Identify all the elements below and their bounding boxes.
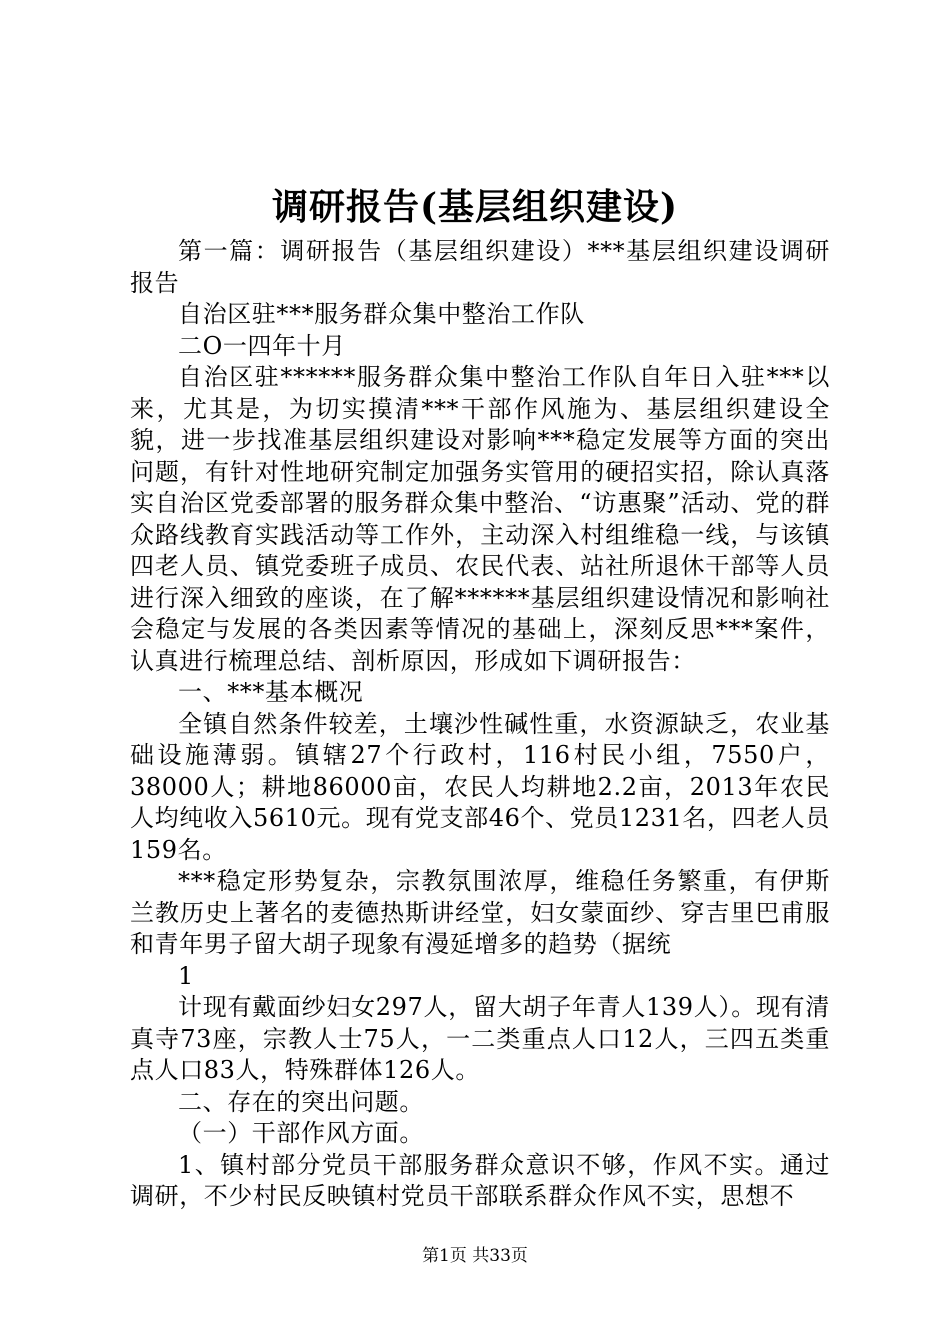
paragraph-problem-1: 1、镇村部分党员干部服务群众意识不够，作风不实。通过调研，不少村民反映镇村党员干部联系群众作风不实，思想不 (130, 1150, 830, 1210)
paragraph-introduction: 自治区驻******服务群众集中整治工作队自年日入驻***以来，尤其是，为切实摸清***干部作风施为、基层组织建设全貌，进一步找准基层组织建设对影响***稳定发展等方面的突出问题，有针对性地研究制定加强务实管用的硬招实招，除认真落实自治区党委部署的服务群众集中整治、“访惠聚”活动、党的群众路线教育实践活动等工作外，主动深入村组维稳一线，与该镇四老人员、镇党委班子成员、农民代表、站社所退休干部等人员进行深入细致的座谈，在了解******基层组织建设情况和影响社会稳定与发展的各类因素等情况的基础上，深刻反思***案件，认真进行梳理总结、剖析原因，形成如下调研报告： (130, 363, 830, 675)
paragraph-stability-situation: ***稳定形势复杂，宗教氛围浓厚，维稳任务繁重，有伊斯兰教历史上著名的麦德热斯讲经堂，妇女蒙面纱、穿吉里巴甫服和青年男子留大胡子现象有漫延增多的趋势（据统 (130, 867, 830, 958)
section-heading-problems: 二、存在的突出问题。 (178, 1087, 424, 1116)
paragraph-statistics-continued: 计现有戴面纱妇女297人，留大胡子年青人139人）。现有清真寺73座，宗教人士75人，一二类重点人口12人，三四五类重点人口83人，特殊群体126人。 (130, 993, 830, 1084)
document-body (130, 236, 830, 1213)
paragraph-heading-first-article: 第一篇：调研报告（基层组织建设）***基层组织建设调研报告 (130, 237, 830, 297)
section-heading-overview: 一、***基本概况 (178, 678, 364, 706)
paragraph-town-overview: 全镇自然条件较差，土壤沙性碱性重，水资源缺乏，农业基础设施薄弱。镇辖27个行政村，116村民小组，7550户，38000人；耕地86000亩，农民人均耕地2.2亩，2013年农民人均纯收入5610元。现有党支部46个、党员1231名，四老人员159名。 (130, 709, 830, 864)
paragraph-issuer: 自治区驻***服务群众集中整治工作队 (178, 300, 585, 328)
page-footer: 第1页 共33页 (422, 1246, 528, 1266)
inline-page-number: 1 (178, 961, 194, 990)
document-title: 调研报告(基层组织建设) (271, 186, 679, 228)
paragraph-date: 二O一四年十月 (178, 331, 346, 360)
subsection-heading-cadre-style: （一）干部作风方面。 (178, 1119, 424, 1147)
